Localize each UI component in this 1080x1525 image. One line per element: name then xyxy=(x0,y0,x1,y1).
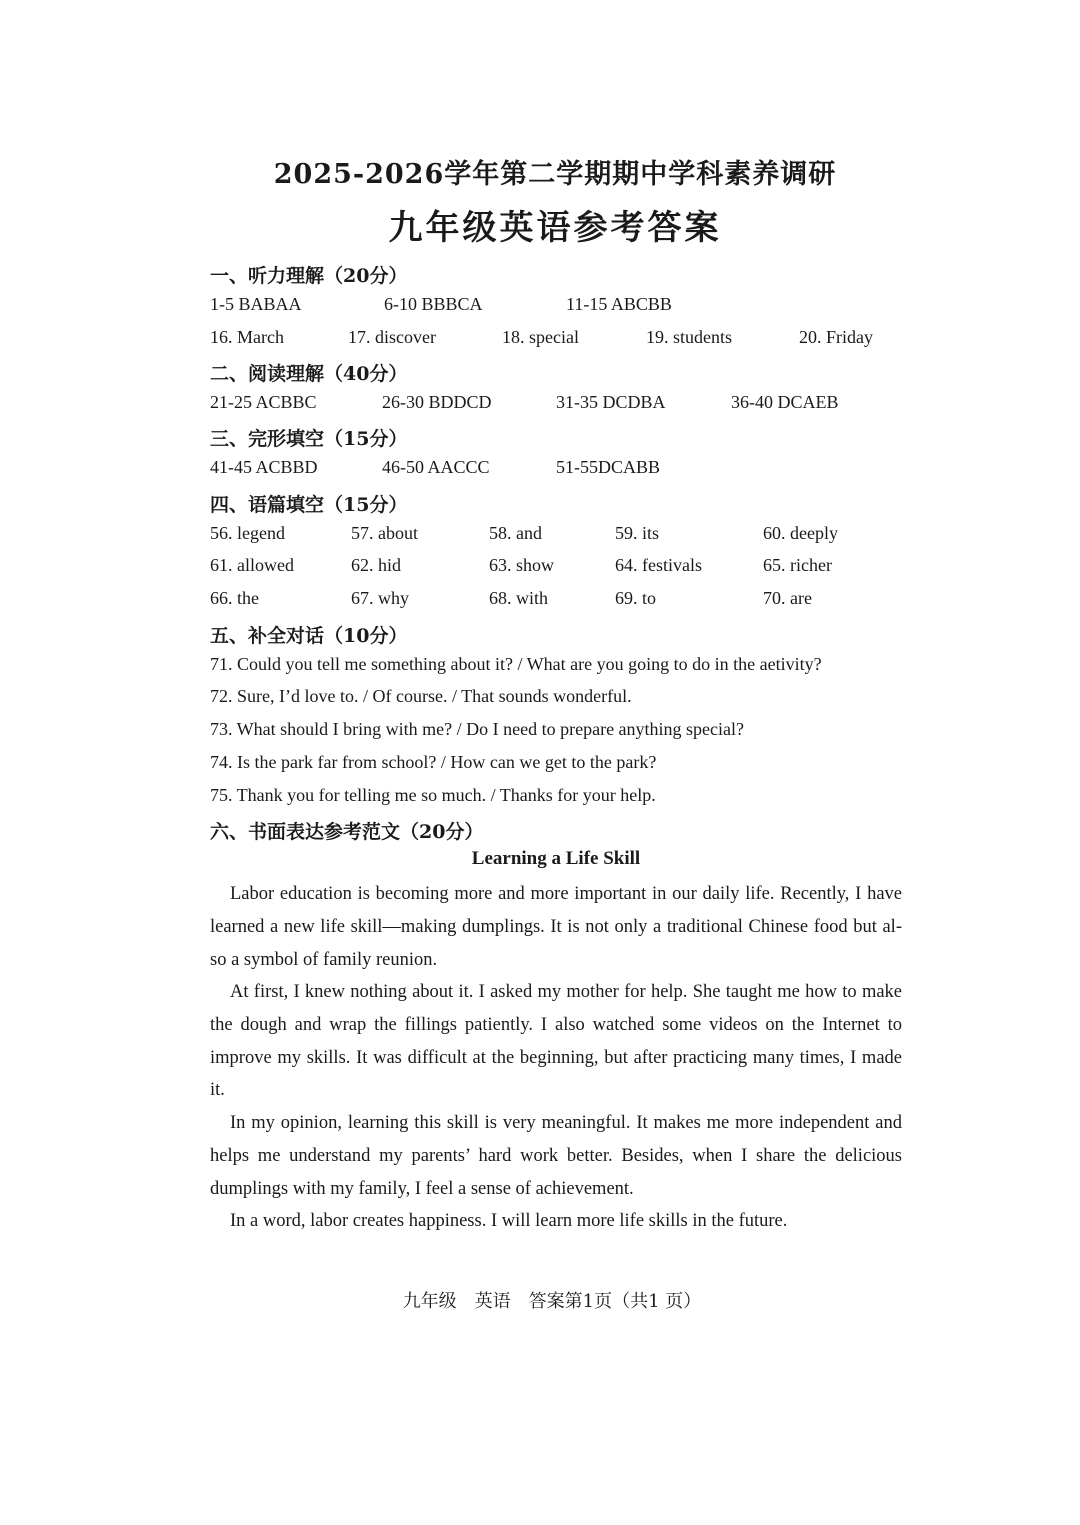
answer-item: 58. and xyxy=(489,523,542,543)
answer-item: 18. special xyxy=(502,327,579,347)
answer-item: 67. why xyxy=(351,588,409,608)
answer-item: 62. hid xyxy=(351,555,402,575)
answer-item: 57. about xyxy=(351,523,418,543)
answer-item: 63. show xyxy=(489,555,555,575)
answer-key-title: 九年级英语参考答案 xyxy=(388,208,722,248)
answer-group: 1-5 BABAA xyxy=(210,294,302,314)
section-heading-reading: 二、阅读理解（40分） xyxy=(210,363,408,385)
dialogue-answer-72: 72. Sure, I’d love to. / Of course. / That sounds wonderful. xyxy=(210,686,632,706)
answer-item: 20. Friday xyxy=(799,327,873,347)
answer-group: 46-50 AACCC xyxy=(382,457,490,477)
answer-item: 70. are xyxy=(763,588,812,608)
dialogue-answer-71: 71. Could you tell me something about it? / What are you going to do in the aetivity? xyxy=(210,654,822,674)
answer-item: 60. deeply xyxy=(763,523,838,543)
essay-paragraph: In my opinion, learning this skill is very meaningful. It makes me more independent and helps me understand my parents’ hard work better. Besides, when I share the delicious dumplings with my family, I feel a sense of achievement. xyxy=(210,1113,902,1199)
answer-group: 36-40 DCAEB xyxy=(731,392,839,412)
section-heading-writing: 六、书面表达参考范文（20分） xyxy=(210,821,484,843)
section-heading-listening: 一、听力理解（20分） xyxy=(210,265,408,287)
essay-title: Learning a Life Skill xyxy=(471,848,641,869)
page-footer: 九年级 英语 答案第1页（共1 页） xyxy=(402,1291,702,1312)
answer-group: 31-35 DCDBA xyxy=(556,392,666,412)
section-heading-cloze: 三、完形填空（15分） xyxy=(210,428,408,450)
dialogue-answer-73: 73. What should I bring with me? / Do I need to prepare anything special? xyxy=(210,719,745,739)
answer-item: 69. to xyxy=(615,588,657,608)
answer-group: 41-45 ACBBD xyxy=(210,457,318,477)
answer-item: 59. its xyxy=(615,523,660,543)
section-heading-dialogue: 五、补全对话（10分） xyxy=(210,625,408,647)
answer-group: 6-10 BBBCA xyxy=(384,294,483,314)
section-heading-passage-fill: 四、语篇填空（15分） xyxy=(210,494,408,516)
answer-item: 19. students xyxy=(646,327,733,347)
answer-group: 21-25 ACBBC xyxy=(210,392,317,412)
answer-group: 26-30 BDDCD xyxy=(382,392,492,412)
exam-title: 2025-2026学年第二学期期中学科素养调研 xyxy=(273,159,837,190)
dialogue-answer-75: 75. Thank you for telling me so much. / Thanks for your help. xyxy=(210,785,656,805)
essay-paragraph: At first, I knew nothing about it. I asked my mother for help. She taught me how to make the dough and wrap the fillings patiently. I also watched some videos on the Internet to improve my skills. It was difficult at the beginning, but after practicing many times, I made it. xyxy=(210,982,902,1101)
answer-item: 56. legend xyxy=(210,523,285,543)
answer-item: 64. festivals xyxy=(615,555,702,575)
answer-group: 11-15 ABCBB xyxy=(566,294,672,314)
answer-group: 51-55DCABB xyxy=(556,457,661,477)
answer-item: 16. March xyxy=(210,327,284,347)
answer-item: 65. richer xyxy=(763,555,832,575)
essay-paragraph: Labor education is becoming more and more important in our daily life. Recently, I have learned a new life skill—making dumplings. It is not only a traditional Chinese food but al-so a symbol of family reunion. xyxy=(210,884,902,970)
dialogue-answer-74: 74. Is the park far from school? / How can we get to the park? xyxy=(210,752,657,772)
answer-item: 66. the xyxy=(210,588,259,608)
essay-paragraph: In a word, labor creates happiness. I will learn more life skills in the future. xyxy=(230,1211,788,1231)
answer-item: 17. discover xyxy=(348,327,436,347)
answer-item: 68. with xyxy=(489,588,549,608)
answer-item: 61. allowed xyxy=(210,555,294,575)
